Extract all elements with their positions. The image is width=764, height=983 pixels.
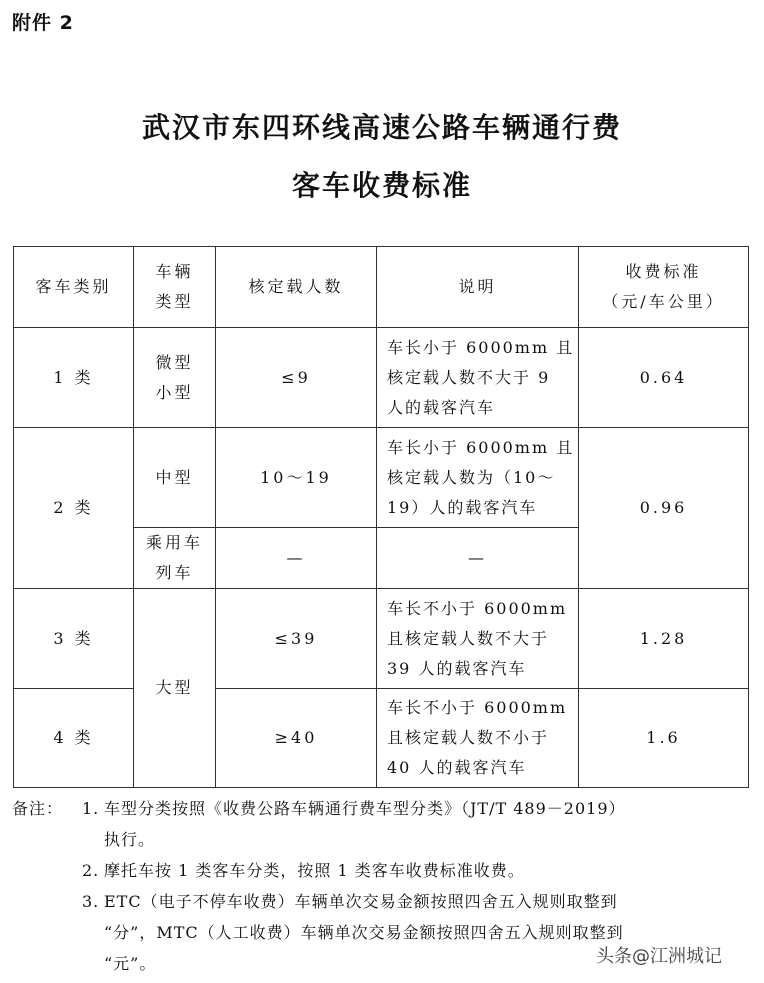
description-cell: — <box>377 528 579 589</box>
note-item-3: 3. ETC（电子不停车收费）车辆单次交易金额按照四舍五入规则取整到 <box>82 892 618 911</box>
table-row <box>14 328 749 428</box>
rate-cell: 1.6 <box>579 689 749 788</box>
description-cell: 车长不小于 6000mm 且核定载人数不小于 40 人的载客汽车 <box>377 689 579 788</box>
vehicle-type-cell: 中型 <box>134 428 216 528</box>
table-row <box>14 689 749 788</box>
description-cell: 车长小于 6000mm 且 核定载人数为（10～ 19）人的载客汽车 <box>377 428 579 528</box>
category-cell: 3 类 <box>14 589 134 689</box>
note-item-1: 备注： 1. 车型分类按照《收费公路车辆通行费车型分类》（JT/T 489－2019） <box>12 793 757 824</box>
note-item-3-cont: “分”，MTC（人工收费）车辆单次交易金额按照四舍五入规则取整到 <box>104 923 624 942</box>
seats-cell: — <box>216 528 377 589</box>
category-cell: 2 类 <box>14 428 134 589</box>
note-item-3-cont: “元”。 <box>104 954 157 973</box>
seats-cell: ≥40 <box>216 689 377 788</box>
seats-cell: ≤39 <box>216 589 377 689</box>
header-description: 说明 <box>377 247 579 328</box>
rate-cell: 0.96 <box>579 428 749 589</box>
vehicle-type-cell: 微型 小型 <box>134 328 216 428</box>
vehicle-type-cell: 乘用车 列车 <box>134 528 216 589</box>
seats-cell: ≤9 <box>216 328 377 428</box>
table-row <box>14 428 749 528</box>
attachment-label: 附件 2 <box>12 12 74 34</box>
description-cell: 车长不小于 6000mm 且核定载人数不大于 39 人的载客汽车 <box>377 589 579 689</box>
table-row <box>14 589 749 689</box>
header-category: 客车类别 <box>14 247 134 328</box>
rate-cell: 0.64 <box>579 328 749 428</box>
notes-label: 备注： <box>12 799 64 818</box>
header-seats: 核定载人数 <box>216 247 377 328</box>
fee-table <box>13 246 749 788</box>
description-cell: 车长小于 6000mm 且 核定载人数不大于 9 人的载客汽车 <box>377 328 579 428</box>
document-subtitle: 客车收费标准 <box>291 169 472 202</box>
category-cell: 4 类 <box>14 689 134 788</box>
header-vehicle-type: 车辆 类型 <box>134 247 216 328</box>
note-item-1-cont: 执行。 <box>104 830 156 849</box>
table-header-row <box>14 247 749 328</box>
category-cell: 1 类 <box>14 328 134 428</box>
document-title: 武汉市东四环线高速公路车辆通行费 <box>141 111 622 144</box>
header-rate: 收费标准 （元/车公里） <box>579 247 749 328</box>
rate-cell: 1.28 <box>579 589 749 689</box>
note-item-2: 2. 摩托车按 1 类客车分类，按照 1 类客车收费标准收费。 <box>82 861 525 880</box>
vehicle-type-cell: 大型 <box>134 589 216 788</box>
seats-cell: 10～19 <box>216 428 377 528</box>
watermark: 头条@江洲城记 <box>596 946 722 967</box>
